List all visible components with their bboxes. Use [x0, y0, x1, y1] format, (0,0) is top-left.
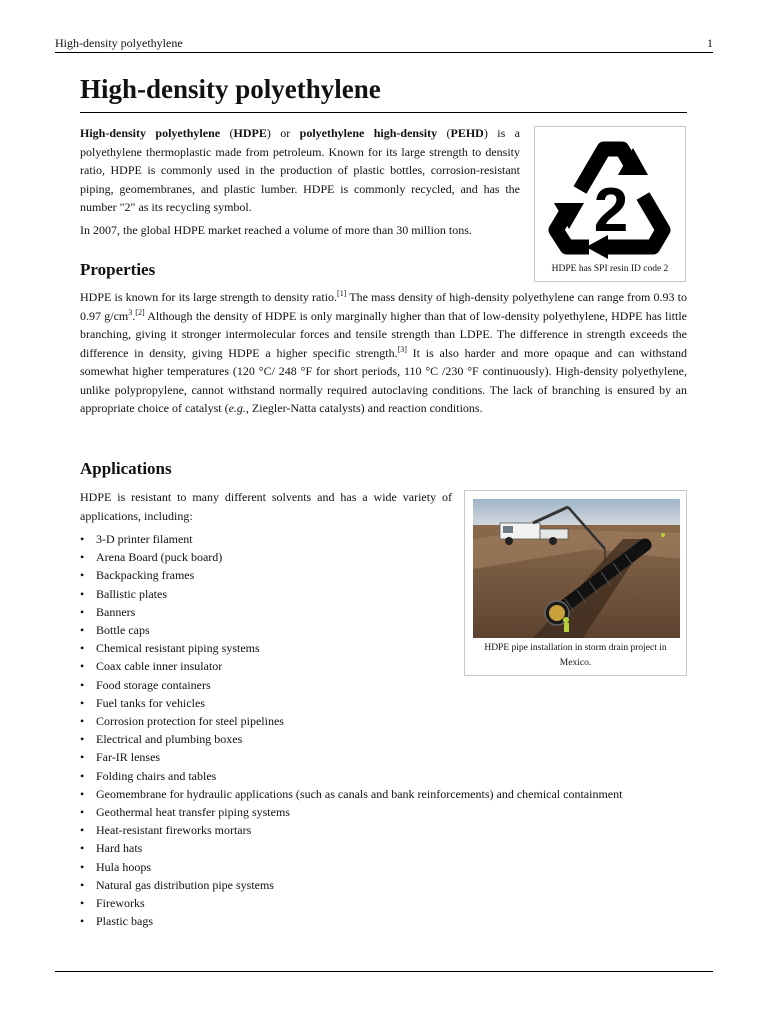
- list-item: • Bottle caps: [80, 621, 680, 639]
- list-item: • Electrical and plumbing boxes: [80, 730, 680, 748]
- article-title: High-density polyethylene: [80, 72, 687, 113]
- recycling-figure: [534, 126, 686, 282]
- pipe-figure: [464, 490, 687, 676]
- applications-heading: Applications: [80, 459, 172, 478]
- page-number: 1: [707, 36, 713, 50]
- list-item: • Fireworks: [80, 894, 680, 912]
- abbr-hdpe: HDPE: [233, 126, 267, 140]
- recycling-caption: HDPE has SPI resin ID code 2: [551, 264, 669, 274]
- recycling-symbol-icon: [540, 133, 680, 261]
- applications-intro: HDPE is resistant to many different solvents and has a wide variety of applications, including:: [80, 490, 452, 523]
- ref-3[interactable]: [3]: [397, 344, 407, 354]
- intro-text: ) or: [266, 126, 300, 140]
- list-item: • Fuel tanks for vehicles: [80, 694, 680, 712]
- list-item: • Hard hats: [80, 839, 680, 857]
- list-item: • Hula hoops: [80, 858, 680, 876]
- pipe-installation-photo: [473, 499, 680, 638]
- list-item: • Chemical resistant piping systems: [80, 639, 680, 657]
- ref-2[interactable]: [2]: [135, 307, 145, 317]
- list-item: • Arena Board (puck board): [80, 548, 680, 566]
- list-item: • Plastic bags: [80, 912, 680, 930]
- intro-text: ) is a polyethylene thermoplastic made from petroleum. Known for its large strength to density ratio, HDPE is commonly used in the production of plastic bottles, corrosion-resistant piping, geomembranes, and plastic lumber. HDPE is commonly recycled, and has the number "2" as its recycling symbol.: [80, 126, 520, 214]
- list-item: • Far-IR lenses: [80, 748, 680, 766]
- intro-text: (: [437, 126, 451, 140]
- ref-1[interactable]: [1]: [337, 289, 347, 298]
- footer-rule: [55, 971, 713, 972]
- list-item: • Backpacking frames: [80, 566, 680, 584]
- prop-text: .: [132, 308, 136, 323]
- prop-text: HDPE is known for its large strength to density ratio.: [80, 290, 338, 304]
- list-item: • 3-D printer filament: [80, 530, 680, 548]
- prop-text: Although the density of HDPE is only marginally higher than that of low-density polyethylene, HDPE has little branching, giving it stronger intermolecular forces and tensile strength than LDPE. The difference in strength exceeds the difference in density, giving HDPE a higher specific strength.: [80, 308, 687, 360]
- pipe-caption: HDPE pipe installation in storm drain project in Mexico.: [484, 643, 667, 668]
- intro-paragraph: [80, 124, 520, 217]
- properties-heading: Properties: [80, 260, 156, 279]
- list-item: • Folding chairs and tables: [80, 767, 680, 785]
- running-header: [55, 36, 713, 53]
- list-item: • Banners: [80, 603, 680, 621]
- resin-code-number: 2: [593, 176, 629, 245]
- list-item: • Ballistic plates: [80, 585, 680, 603]
- intro-text: (: [220, 126, 234, 140]
- list-item: • Corrosion protection for steel pipelines: [80, 712, 680, 730]
- sup-cube: 3: [128, 307, 133, 317]
- prop-text: It is also harder and more opaque and can withstand somewhat higher temperatures (120 °C/ 248 °F for short periods, 110 °C /230 °F continuously). High-density polyethylene, unlike polypropylene, cannot withstand normally required autoclaving conditions. The lack of branching is ensured by an appropriate choice of catalyst (: [80, 345, 687, 415]
- prop-text: The mass density of high-density polyethylene can range from 0.93 to 0.97 g/cm: [80, 290, 687, 323]
- list-item: • Heat-resistant fireworks mortars: [80, 821, 680, 839]
- market-paragraph: In 2007, the global HDPE market reached a volume of more than 30 million tons.: [80, 223, 472, 237]
- list-item: • Food storage containers: [80, 676, 680, 694]
- list-item: • Coax cable inner insulator: [80, 657, 680, 675]
- eg-italic: e.g.: [228, 401, 246, 415]
- term-hdpe: High-density polyethylene: [80, 126, 221, 140]
- properties-paragraph: [80, 288, 687, 418]
- list-item: • Geothermal heat transfer piping systems: [80, 803, 680, 821]
- list-item: • Geomembrane for hydraulic applications (such as canals and bank reinforcements) and chemical containment: [80, 785, 680, 803]
- term-pehd: polyethylene high-density: [299, 126, 438, 140]
- running-title: High-density polyethylene: [55, 36, 183, 50]
- list-item: • Natural gas distribution pipe systems: [80, 876, 680, 894]
- abbr-pehd: PEHD: [450, 126, 484, 140]
- prop-text: , Ziegler-Natta catalysts) and reaction conditions.: [245, 401, 483, 415]
